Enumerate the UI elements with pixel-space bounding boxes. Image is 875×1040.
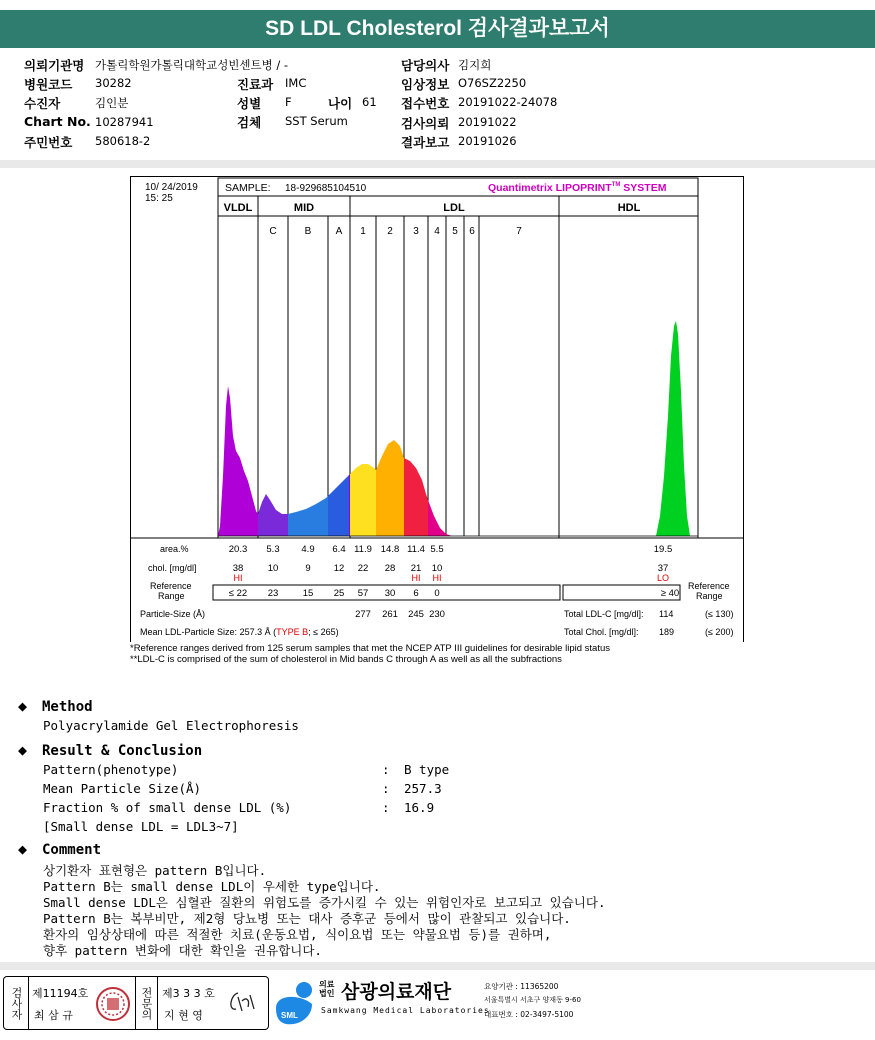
area-value: 5.5 <box>430 544 444 555</box>
lab-phone: 대표번호 : 02-3497-5100 <box>484 1010 574 1019</box>
footnote-2: **LDL-C is comprised of the sum of cholesterol in Mid bands C through A as well as all the subfractions <box>130 654 562 665</box>
result-size-colon: : <box>382 781 390 796</box>
peak-ldl-3 <box>376 440 404 536</box>
band-label: 4 <box>434 226 440 237</box>
ref-range-value: 25 <box>333 588 345 599</box>
footnote-1: *Reference ranges derived from 125 serum samples that met the NCEP ATP III guidelines for desirable lipid status <box>130 643 610 654</box>
diamond-icon: ◆ <box>18 697 28 715</box>
row-label-ref-right <box>688 581 732 601</box>
flag-value: HI <box>411 573 421 583</box>
peak-mid-c <box>258 494 288 536</box>
sml-logo-icon <box>270 978 320 1028</box>
flag-value: HI <box>233 573 243 583</box>
area-value: 6.4 <box>332 544 346 555</box>
chol-value: 28 <box>384 563 396 574</box>
resident-value: 580618-2 <box>95 134 151 148</box>
peak-ldl-2 <box>350 464 376 536</box>
comment-line: Pattern B는 복부비만, 제2형 당뇨병 또는 대사 증후군 등에서 많이 관찰되고 있습니다. <box>43 911 571 926</box>
band-label: 3 <box>413 226 419 237</box>
total-ldl-row: Total LDL-C [mg/dl]: 114 (≤ 130) <box>564 609 734 619</box>
band-label: A <box>335 226 343 237</box>
chol-value: 21 <box>410 563 422 574</box>
receipt-value: 20191022-24078 <box>458 95 558 109</box>
lipoprint-chart <box>130 176 744 642</box>
report-value: 20191026 <box>458 134 517 148</box>
specimen-value: SST Serum <box>285 114 348 128</box>
lab-name: 삼광의료재단 <box>341 981 452 1003</box>
group-label-ldl: LDL <box>443 202 465 214</box>
band-label: 1 <box>360 226 366 237</box>
comment-line: 환자의 임상상태에 따른 적절한 치료(운동요법, 식이요법 또는 약물요법 등)를 권하며, <box>43 927 552 942</box>
particle-size-value: 277 <box>355 609 371 620</box>
patient-label: 수진자 <box>24 96 61 111</box>
chol-value: 12 <box>333 563 345 574</box>
receipt-label: 접수번호 <box>401 96 450 111</box>
chart-date: 10/ 24/2019 <box>145 182 198 193</box>
sex-label: 성별 <box>237 96 262 111</box>
comment-line: Small dense LDL은 심혈관 질환의 위험도를 증가시킬 수 있는 위험인자로 보고되고 있습니다. <box>43 895 606 910</box>
result-size-value: 257.3 <box>404 781 442 796</box>
doctor-label: 담당의사 <box>401 58 450 73</box>
dept-value: IMC <box>285 76 307 90</box>
tester-role: 검사자 <box>4 977 29 1029</box>
ref-range-value: 57 <box>357 588 369 599</box>
tester-name: 최 삼 규 <box>34 1009 73 1022</box>
flag-value: HI <box>432 573 442 583</box>
comment-line: 향후 pattern 변화에 대한 확인을 권유합니다. <box>43 943 322 958</box>
group-label-vldl: VLDL <box>223 202 253 214</box>
comment-heading: ◆ Comment <box>18 840 102 858</box>
peak-ldl-4 <box>404 458 428 536</box>
row-label-area: area.% <box>160 544 189 554</box>
area-value: 11.9 <box>354 544 372 555</box>
peak-ldl-5 <box>428 500 452 536</box>
divider-top <box>0 160 875 168</box>
ref-range-value: ≤ 22 <box>228 588 248 599</box>
row-label-ref-right-1: Reference <box>688 581 730 591</box>
brand-name: Quantimetrix LIPOPRINT™ SYSTEM <box>488 182 667 194</box>
flag-value: LO <box>656 573 670 583</box>
signature-box <box>3 976 269 1030</box>
result-fraction-label: Fraction % of small dense LDL (%) <box>43 800 292 815</box>
signature-icon <box>224 987 260 1019</box>
area-value: 20.3 <box>228 544 248 555</box>
chol-value: 22 <box>357 563 369 574</box>
ref-hdl-value: ≥ 40 <box>660 588 680 599</box>
lab-corp: 의료 법인 <box>319 980 335 998</box>
particle-size-value: 261 <box>382 609 398 620</box>
ref-range-value: 0 <box>434 588 440 599</box>
specialist-name: 지 현 영 <box>164 1009 203 1022</box>
band-label: 7 <box>516 226 522 237</box>
diamond-icon: ◆ <box>18 741 28 759</box>
clinical-label: 임상정보 <box>401 77 450 92</box>
chol-value: 10 <box>431 563 443 574</box>
hospital-code-label: 병원코드 <box>24 77 73 92</box>
peak-mid-a <box>328 474 350 536</box>
chol-value: 10 <box>267 563 279 574</box>
institution-value: 가톨릭학원가톨릭대학교성빈센트병 / - <box>95 58 289 72</box>
band-label: 6 <box>469 226 475 237</box>
divider-bottom <box>0 962 875 970</box>
sample-label: SAMPLE: <box>225 182 271 194</box>
lab-address: 서울특별시 서초구 양재동 9-60 <box>484 996 581 1004</box>
band-label: 2 <box>387 226 393 237</box>
institution-label: 의뢰기관명 <box>24 58 85 73</box>
dept-label: 진료과 <box>237 77 274 92</box>
area-value: 4.9 <box>301 544 315 555</box>
sample-id: 18-929685104510 <box>285 183 367 194</box>
row-label-particle: Particle-Size (Å) <box>140 609 206 619</box>
area-value: 19.5 <box>653 544 673 555</box>
row-label-chol: chol. [mg/dl] <box>148 563 197 573</box>
clinical-value: O76SZ2250 <box>458 76 527 90</box>
area-value: 5.3 <box>266 544 280 555</box>
patient-info <box>0 54 875 154</box>
method-heading: ◆ Method <box>18 697 93 715</box>
tester-license: 제11194호 <box>32 987 89 1000</box>
chol-value: 9 <box>305 563 311 574</box>
specialist-role: 전문의 <box>135 977 158 1029</box>
request-value: 20191022 <box>458 115 517 129</box>
lab-eng-name: Samkwang Medical Laboratories <box>321 1006 490 1015</box>
resident-label: 주민번호 <box>24 135 73 150</box>
ref-range-value: 6 <box>413 588 419 599</box>
particle-size-value: 230 <box>429 609 445 620</box>
specimen-label: 검체 <box>237 115 262 130</box>
band-label: C <box>269 226 277 237</box>
ref-range-value: 15 <box>302 588 314 599</box>
ref-range-value: 23 <box>267 588 279 599</box>
row-label-ref <box>150 581 194 601</box>
chol-value: 38 <box>232 563 244 574</box>
patient-value: 김인분 <box>95 96 129 110</box>
specialist-license: 제3 3 3 호 <box>162 987 215 1000</box>
result-fraction-colon: : <box>382 800 390 815</box>
row-label-ref-right-2: Range <box>696 591 723 601</box>
row-label-ref-1: Reference <box>150 581 192 591</box>
area-value: 11.4 <box>407 544 425 555</box>
peak-mid-b <box>288 496 328 536</box>
hospital-code-value: 30282 <box>95 76 132 90</box>
comment-line: 상기환자 표현형은 pattern B입니다. <box>43 863 267 878</box>
report-title: SD LDL Cholesterol 검사결과보고서 <box>0 10 875 48</box>
sex-value: F <box>285 95 292 109</box>
result-heading: ◆ Result & Conclusion <box>18 741 203 759</box>
peak-hdl <box>656 321 690 536</box>
seal-icon <box>94 985 132 1023</box>
particle-size-value: 245 <box>408 609 424 620</box>
group-label-mid: MID <box>293 202 315 214</box>
age-value: 61 <box>362 95 377 109</box>
chart-no-label: Chart No. <box>24 114 91 129</box>
chart-no-value: 10287941 <box>95 115 154 129</box>
chart-time: 15: 25 <box>145 193 173 204</box>
peak-vldl <box>218 386 258 536</box>
doctor-value: 김지희 <box>458 58 492 72</box>
group-label-hdl: HDL <box>617 202 641 214</box>
result-pattern-value: B type <box>404 762 450 777</box>
diamond-icon: ◆ <box>18 840 28 858</box>
result-pattern-colon: : <box>382 762 390 777</box>
area-value: 14.8 <box>380 544 400 555</box>
lab-code: 요양기관 : 11365200 <box>484 982 559 991</box>
chol-value: 37 <box>657 563 669 574</box>
mean-ldl-row: Mean LDL-Particle Size: 257.3 Å (TYPE B; ≤ 265) <box>140 627 339 637</box>
result-pattern-label: Pattern(phenotype) <box>43 762 179 777</box>
sml-logo-text: SML <box>281 1011 298 1020</box>
band-labels <box>269 226 522 237</box>
result-fraction-value: 16.9 <box>404 800 435 815</box>
total-chol-row: Total Chol. [mg/dl]: 189 (≤ 200) <box>564 627 734 637</box>
comment-line: Pattern B는 small dense LDL이 우세한 type입니다. <box>43 879 381 894</box>
row-label-ref-2: Range <box>158 591 185 601</box>
electrophoresis-curve <box>218 321 698 536</box>
result-size-label: Mean Particle Size(Å) <box>43 781 202 796</box>
request-label: 검사의뢰 <box>401 116 450 131</box>
ref-range-value: 30 <box>384 588 396 599</box>
age-label: 나이 <box>328 96 353 111</box>
method-text: Polyacrylamide Gel Electrophoresis <box>43 718 299 733</box>
report-label: 결과보고 <box>401 135 450 150</box>
band-label: B <box>304 226 312 237</box>
band-label: 5 <box>452 226 458 237</box>
result-note: [Small dense LDL = LDL3~7] <box>43 819 239 834</box>
